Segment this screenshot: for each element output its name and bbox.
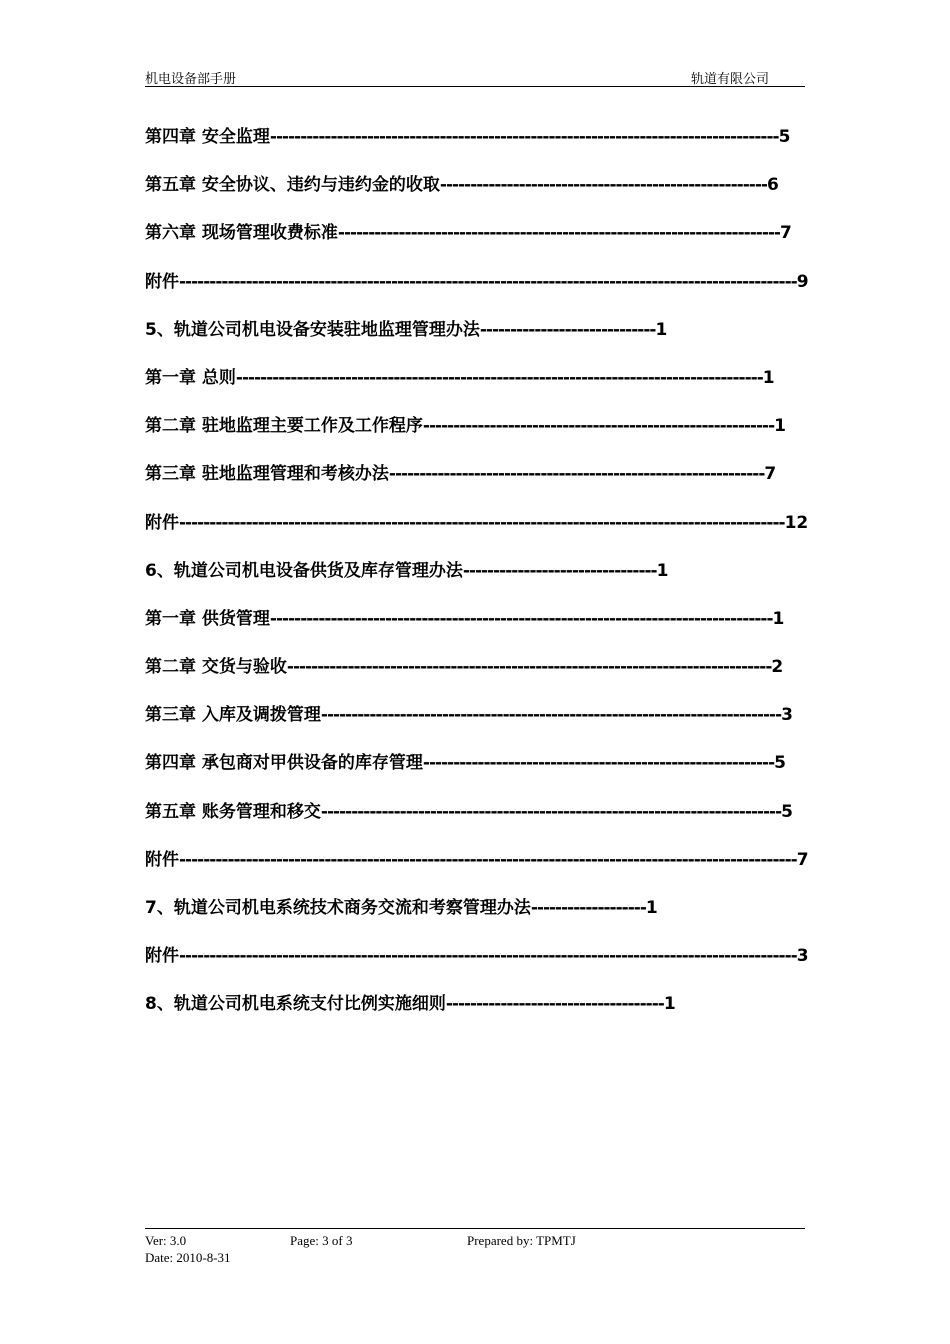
toc-entry-title: 5、轨道公司机电设备安装驻地监理管理办法 [145, 319, 480, 340]
toc-entry[interactable] [145, 798, 805, 846]
toc-entry-title: 第三章 入库及调拨管理 [145, 705, 321, 726]
toc-leader: ---------------------------------------------------------------------------- [320, 801, 782, 822]
toc-entry-title: 8、轨道公司机电系统支付比例实施细则 [145, 994, 446, 1015]
toc-entry[interactable] [145, 412, 805, 460]
toc-page-number: 9 [796, 271, 809, 292]
toc-page-number: 1 [762, 367, 775, 388]
toc-entry-title: 第二章 交货与验收 [145, 657, 287, 678]
toc-page-number: 5 [774, 753, 786, 774]
footer-date: Date: 2010-8-31 [145, 1250, 231, 1265]
toc-entry[interactable] [145, 557, 805, 605]
toc-entry[interactable] [145, 316, 805, 364]
toc-page-number: 7 [764, 464, 777, 485]
toc-leader: ---------------------------------------------------------------------------------------------------- [179, 512, 785, 533]
toc-entry[interactable] [145, 749, 805, 797]
toc-entry[interactable] [145, 123, 805, 171]
toc-leader: --------------------------------------------------------------------------------------- [235, 367, 763, 388]
toc-leader: ------------------------------------------------------ [439, 175, 767, 196]
toc-entry[interactable] [145, 460, 805, 508]
toc-entry-title: 附件 [145, 271, 179, 292]
toc-entry[interactable] [145, 219, 805, 267]
toc-page-number: 7 [796, 849, 809, 870]
toc-entry[interactable] [145, 509, 809, 557]
toc-page-number: 5 [778, 127, 791, 147]
toc-page-number: 3 [796, 946, 809, 967]
toc-leader: ------------------------------------------------------------------------- [337, 223, 780, 244]
footer-page-count: Page: 3 of 3 [290, 1233, 353, 1248]
toc-leader: ------------------------------------------------------------------------------------------------------ [179, 946, 797, 967]
toc-entry-title: 第四章 安全监理 [145, 127, 270, 147]
toc-page-number: 3 [781, 705, 793, 726]
toc-entry-title: 第三章 驻地监理管理和考核办法 [145, 464, 389, 485]
toc-leader: ------------------- [530, 898, 646, 918]
footer-prepared-by: Prepared by: TPMTJ [467, 1233, 576, 1248]
toc-leader: ------------------------------------------------------------------------------------------------------ [179, 271, 797, 292]
toc-page-number: 7 [780, 223, 792, 244]
toc-leader: ------------------------------------------------------------------------------------ [269, 127, 779, 147]
toc-entry[interactable] [145, 364, 805, 412]
header-manual-title: 机电设备部手册 [145, 72, 237, 87]
toc-entry-title: 附件 [145, 849, 179, 870]
toc-leader: ------------------------------------ [445, 994, 664, 1015]
toc-entry-title: 第五章 安全协议、违约与违约金的收取 [145, 175, 440, 196]
toc-entry[interactable] [145, 268, 809, 316]
toc-entry-title: 附件 [145, 946, 179, 967]
page-footer [145, 1228, 805, 1265]
toc-entry-title: 第一章 供货管理 [145, 608, 270, 629]
toc-entry[interactable] [145, 653, 805, 701]
toc-leader: ---------------------------------------------------------- [422, 416, 775, 437]
toc-leader: -------------------------------------------------------------------------------- [286, 657, 772, 678]
toc-entry[interactable] [145, 701, 805, 749]
toc-entry[interactable] [145, 171, 805, 219]
toc-page-number: 1 [663, 994, 676, 1015]
toc-page-number: 1 [656, 560, 669, 581]
toc-page-number: 6 [766, 175, 779, 196]
toc-entry-title: 附件 [145, 512, 179, 533]
header-company-name: 轨道有限公司 [691, 72, 770, 87]
toc-page-number: 5 [781, 801, 793, 822]
toc-page-number: 1 [655, 319, 668, 340]
toc-entry-title: 第二章 驻地监理主要工作及工作程序 [145, 416, 423, 437]
toc-entry-title: 7、轨道公司机电系统技术商务交流和考察管理办法 [145, 898, 531, 918]
toc-page-number: 1 [774, 416, 786, 437]
toc-entry-title: 第四章 承包商对甲供设备的库存管理 [145, 753, 423, 774]
toc-entry-title: 6、轨道公司机电设备供货及库存管理办法 [145, 560, 463, 581]
toc-leader: ----------------------------- [479, 319, 656, 340]
toc-page-number: 1 [772, 608, 785, 629]
toc-page-number: 2 [771, 657, 784, 678]
toc-entry[interactable] [145, 942, 809, 990]
table-of-contents [145, 123, 809, 1039]
toc-leader: ------------------------------------------------------------------------------------------------------ [179, 849, 797, 870]
toc-page-number: 12 [784, 512, 809, 533]
toc-leader: -------------------------------------------------------------- [388, 464, 765, 485]
toc-leader: ---------------------------------------------------------- [422, 753, 775, 774]
toc-leader: -------------------------------- [462, 560, 657, 581]
toc-entry-title: 第五章 账务管理和移交 [145, 801, 321, 822]
toc-page-number: 1 [645, 898, 658, 918]
page-header [145, 66, 805, 87]
toc-entry[interactable] [145, 605, 805, 653]
footer-version: Ver: 3.0 [145, 1233, 187, 1248]
toc-entry[interactable] [145, 894, 805, 942]
toc-entry-title: 第六章 现场管理收费标准 [145, 223, 338, 244]
toc-entry-title: 第一章 总则 [145, 367, 236, 388]
toc-entry[interactable] [145, 990, 805, 1038]
toc-leader: ---------------------------------------------------------------------------- [320, 705, 782, 726]
toc-entry[interactable] [145, 846, 809, 894]
toc-leader: ----------------------------------------------------------------------------------- [269, 608, 773, 629]
